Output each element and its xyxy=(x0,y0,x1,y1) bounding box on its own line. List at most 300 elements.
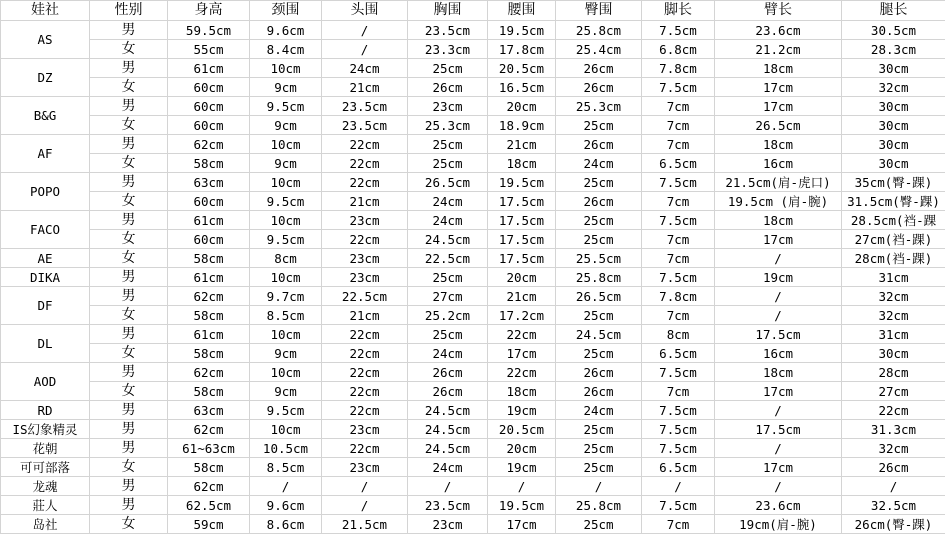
chest-cell: 26cm xyxy=(408,78,488,97)
chest-cell: 24cm xyxy=(408,211,488,230)
brand-cell: POPO xyxy=(1,173,90,211)
table-row xyxy=(1,496,945,515)
table-row xyxy=(1,230,945,249)
arm-cell: 19cm(肩-腕) xyxy=(715,515,842,534)
hip-cell: 25.3cm xyxy=(556,97,642,116)
waist-cell: 17.2cm xyxy=(488,306,556,325)
foot-cell: 7.5cm xyxy=(642,21,715,40)
chest-cell: 23cm xyxy=(408,97,488,116)
arm-cell: 16cm xyxy=(715,344,842,363)
brand-cell: 莊人 xyxy=(1,496,90,515)
waist-cell: 19cm xyxy=(488,458,556,477)
leg-cell: 28cm(裆-踝) xyxy=(842,249,945,268)
leg-cell: 27cm(裆-踝) xyxy=(842,230,945,249)
header-brand: 娃社 xyxy=(1,1,90,21)
neck-cell: 10cm xyxy=(250,135,322,154)
waist-cell: 18.9cm xyxy=(488,116,556,135)
header-waist: 腰围 xyxy=(488,1,556,21)
waist-cell: 19.5cm xyxy=(488,173,556,192)
header-hip: 臀围 xyxy=(556,1,642,21)
leg-cell: 30.5cm xyxy=(842,21,945,40)
hip-cell: 25.4cm xyxy=(556,40,642,59)
gender-cell: 男 xyxy=(90,363,168,382)
header-neck: 颈围 xyxy=(250,1,322,21)
height-cell: 60cm xyxy=(168,192,250,211)
chest-cell: 26cm xyxy=(408,363,488,382)
chest-cell: 24.5cm xyxy=(408,401,488,420)
chest-cell: 23.5cm xyxy=(408,21,488,40)
hip-cell: 26cm xyxy=(556,363,642,382)
arm-cell: 19.5cm (肩-腕) xyxy=(715,192,842,211)
gender-cell: 女 xyxy=(90,515,168,534)
arm-cell: 18cm xyxy=(715,59,842,78)
arm-cell: / xyxy=(715,401,842,420)
gender-cell: 男 xyxy=(90,496,168,515)
foot-cell: 7cm xyxy=(642,116,715,135)
hip-cell: 25.8cm xyxy=(556,268,642,287)
table-row xyxy=(1,363,945,382)
gender-cell: 女 xyxy=(90,382,168,401)
header-chest: 胸围 xyxy=(408,1,488,21)
chest-cell: 24cm xyxy=(408,192,488,211)
header-height: 身高 xyxy=(168,1,250,21)
brand-cell: AOD xyxy=(1,363,90,401)
brand-cell: RD xyxy=(1,401,90,420)
table-row xyxy=(1,287,945,306)
neck-cell: 9.5cm xyxy=(250,230,322,249)
neck-cell: 10.5cm xyxy=(250,439,322,458)
neck-cell: 10cm xyxy=(250,268,322,287)
head-cell: 23cm xyxy=(322,420,408,439)
foot-cell: 7.5cm xyxy=(642,78,715,97)
foot-cell: 7.5cm xyxy=(642,401,715,420)
height-cell: 61cm xyxy=(168,268,250,287)
neck-cell: 8.4cm xyxy=(250,40,322,59)
foot-cell: 7cm xyxy=(642,230,715,249)
neck-cell: 8.5cm xyxy=(250,306,322,325)
hip-cell: 25cm xyxy=(556,230,642,249)
hip-cell: 25cm xyxy=(556,344,642,363)
head-cell: 23cm xyxy=(322,249,408,268)
head-cell: 22cm xyxy=(322,363,408,382)
table-row xyxy=(1,78,945,97)
hip-cell: 25cm xyxy=(556,211,642,230)
chest-cell: 24cm xyxy=(408,344,488,363)
gender-cell: 女 xyxy=(90,116,168,135)
head-cell: 22cm xyxy=(322,401,408,420)
head-cell: 21cm xyxy=(322,192,408,211)
neck-cell: 8.5cm xyxy=(250,458,322,477)
waist-cell: 17cm xyxy=(488,344,556,363)
neck-cell: 9.5cm xyxy=(250,192,322,211)
chest-cell: 26cm xyxy=(408,382,488,401)
height-cell: 61cm xyxy=(168,59,250,78)
hip-cell: 26cm xyxy=(556,192,642,211)
table-row xyxy=(1,344,945,363)
waist-cell: 20cm xyxy=(488,97,556,116)
table-row xyxy=(1,325,945,344)
head-cell: 22cm xyxy=(322,154,408,173)
foot-cell: 7.5cm xyxy=(642,496,715,515)
head-cell: 22cm xyxy=(322,382,408,401)
gender-cell: 女 xyxy=(90,192,168,211)
leg-cell: 30cm xyxy=(842,97,945,116)
height-cell: 63cm xyxy=(168,401,250,420)
head-cell: 22cm xyxy=(322,135,408,154)
arm-cell: 17cm xyxy=(715,97,842,116)
gender-cell: 男 xyxy=(90,439,168,458)
table-row xyxy=(1,116,945,135)
foot-cell: 7cm xyxy=(642,382,715,401)
waist-cell: 17.8cm xyxy=(488,40,556,59)
height-cell: 59cm xyxy=(168,515,250,534)
neck-cell: 8.6cm xyxy=(250,515,322,534)
table-row xyxy=(1,458,945,477)
table-row xyxy=(1,40,945,59)
foot-cell: 7.8cm xyxy=(642,59,715,78)
waist-cell: 19cm xyxy=(488,401,556,420)
header-row xyxy=(1,1,945,21)
height-cell: 63cm xyxy=(168,173,250,192)
table-row xyxy=(1,268,945,287)
arm-cell: 17cm xyxy=(715,458,842,477)
hip-cell: / xyxy=(556,477,642,496)
head-cell: 23.5cm xyxy=(322,116,408,135)
height-cell: 62.5cm xyxy=(168,496,250,515)
leg-cell: 32cm xyxy=(842,439,945,458)
hip-cell: 25cm xyxy=(556,458,642,477)
gender-cell: 女 xyxy=(90,344,168,363)
hip-cell: 25cm xyxy=(556,116,642,135)
brand-cell: AS xyxy=(1,21,90,59)
chest-cell: 25cm xyxy=(408,268,488,287)
leg-cell: 30cm xyxy=(842,154,945,173)
gender-cell: 女 xyxy=(90,40,168,59)
neck-cell: 10cm xyxy=(250,363,322,382)
foot-cell: 7cm xyxy=(642,97,715,116)
leg-cell: 28cm xyxy=(842,363,945,382)
waist-cell: 17.5cm xyxy=(488,249,556,268)
chest-cell: 24.5cm xyxy=(408,439,488,458)
gender-cell: 男 xyxy=(90,135,168,154)
gender-cell: 男 xyxy=(90,287,168,306)
foot-cell: 7.5cm xyxy=(642,363,715,382)
arm-cell: 21.2cm xyxy=(715,40,842,59)
neck-cell: 9cm xyxy=(250,116,322,135)
brand-cell: DL xyxy=(1,325,90,363)
table-body xyxy=(1,21,945,534)
neck-cell: 9cm xyxy=(250,382,322,401)
gender-cell: 男 xyxy=(90,211,168,230)
leg-cell: / xyxy=(842,477,945,496)
arm-cell: 17cm xyxy=(715,78,842,97)
leg-cell: 31.3cm xyxy=(842,420,945,439)
waist-cell: / xyxy=(488,477,556,496)
head-cell: / xyxy=(322,496,408,515)
arm-cell: 18cm xyxy=(715,211,842,230)
head-cell: 22cm xyxy=(322,344,408,363)
neck-cell: 10cm xyxy=(250,420,322,439)
arm-cell: 16cm xyxy=(715,154,842,173)
head-cell: 22cm xyxy=(322,173,408,192)
foot-cell: 7cm xyxy=(642,306,715,325)
gender-cell: 女 xyxy=(90,230,168,249)
waist-cell: 20cm xyxy=(488,439,556,458)
leg-cell: 31.5cm(臀-踝) xyxy=(842,192,945,211)
gender-cell: 女 xyxy=(90,154,168,173)
gender-cell: 男 xyxy=(90,420,168,439)
arm-cell: 23.6cm xyxy=(715,496,842,515)
leg-cell: 28.5cm(裆-踝 xyxy=(842,211,945,230)
gender-cell: 女 xyxy=(90,78,168,97)
arm-cell: / xyxy=(715,249,842,268)
head-cell: 21.5cm xyxy=(322,515,408,534)
brand-cell: IS幻象精灵 xyxy=(1,420,90,439)
waist-cell: 16.5cm xyxy=(488,78,556,97)
hip-cell: 25cm xyxy=(556,306,642,325)
foot-cell: 6.5cm xyxy=(642,344,715,363)
height-cell: 62cm xyxy=(168,287,250,306)
chest-cell: 25.3cm xyxy=(408,116,488,135)
waist-cell: 20.5cm xyxy=(488,59,556,78)
height-cell: 58cm xyxy=(168,382,250,401)
leg-cell: 30cm xyxy=(842,59,945,78)
leg-cell: 31cm xyxy=(842,325,945,344)
table-row xyxy=(1,401,945,420)
height-cell: 55cm xyxy=(168,40,250,59)
waist-cell: 21cm xyxy=(488,287,556,306)
table-row xyxy=(1,211,945,230)
height-cell: 61~63cm xyxy=(168,439,250,458)
neck-cell: 10cm xyxy=(250,173,322,192)
table-row xyxy=(1,306,945,325)
neck-cell: 9.6cm xyxy=(250,496,322,515)
chest-cell: 25cm xyxy=(408,59,488,78)
head-cell: 21cm xyxy=(322,306,408,325)
neck-cell: 10cm xyxy=(250,325,322,344)
foot-cell: 6.8cm xyxy=(642,40,715,59)
head-cell: 22cm xyxy=(322,439,408,458)
waist-cell: 17.5cm xyxy=(488,211,556,230)
arm-cell: / xyxy=(715,477,842,496)
hip-cell: 24.5cm xyxy=(556,325,642,344)
hip-cell: 25cm xyxy=(556,420,642,439)
table-row xyxy=(1,420,945,439)
hip-cell: 26.5cm xyxy=(556,287,642,306)
chest-cell: / xyxy=(408,477,488,496)
chest-cell: 27cm xyxy=(408,287,488,306)
leg-cell: 31cm xyxy=(842,268,945,287)
height-cell: 58cm xyxy=(168,458,250,477)
leg-cell: 26cm(臀-踝) xyxy=(842,515,945,534)
height-cell: 58cm xyxy=(168,344,250,363)
waist-cell: 20cm xyxy=(488,268,556,287)
leg-cell: 35cm(臀-踝) xyxy=(842,173,945,192)
height-cell: 58cm xyxy=(168,249,250,268)
height-cell: 61cm xyxy=(168,211,250,230)
head-cell: 22.5cm xyxy=(322,287,408,306)
chest-cell: 25cm xyxy=(408,135,488,154)
brand-cell: DF xyxy=(1,287,90,325)
neck-cell: 8cm xyxy=(250,249,322,268)
brand-cell: 龙魂 xyxy=(1,477,90,496)
height-cell: 62cm xyxy=(168,420,250,439)
leg-cell: 32.5cm xyxy=(842,496,945,515)
head-cell: 23cm xyxy=(322,458,408,477)
head-cell: 23cm xyxy=(322,268,408,287)
waist-cell: 22cm xyxy=(488,363,556,382)
head-cell: 21cm xyxy=(322,78,408,97)
hip-cell: 25cm xyxy=(556,173,642,192)
head-cell: 22cm xyxy=(322,325,408,344)
gender-cell: 女 xyxy=(90,306,168,325)
waist-cell: 21cm xyxy=(488,135,556,154)
head-cell: 22cm xyxy=(322,230,408,249)
table-row xyxy=(1,173,945,192)
height-cell: 62cm xyxy=(168,135,250,154)
brand-cell: AE xyxy=(1,249,90,268)
gender-cell: 男 xyxy=(90,401,168,420)
leg-cell: 30cm xyxy=(842,116,945,135)
neck-cell: / xyxy=(250,477,322,496)
waist-cell: 17.5cm xyxy=(488,192,556,211)
brand-cell: 花朝 xyxy=(1,439,90,458)
arm-cell: / xyxy=(715,287,842,306)
table-row xyxy=(1,59,945,78)
foot-cell: 6.5cm xyxy=(642,154,715,173)
head-cell: / xyxy=(322,21,408,40)
table-row xyxy=(1,97,945,116)
arm-cell: 21.5cm(肩-虎口) xyxy=(715,173,842,192)
table-row xyxy=(1,21,945,40)
height-cell: 60cm xyxy=(168,230,250,249)
hip-cell: 26cm xyxy=(556,78,642,97)
brand-cell: B&G xyxy=(1,97,90,135)
foot-cell: 7cm xyxy=(642,192,715,211)
table-row xyxy=(1,477,945,496)
table-row xyxy=(1,249,945,268)
foot-cell: 7.5cm xyxy=(642,439,715,458)
gender-cell: 男 xyxy=(90,325,168,344)
arm-cell: 17cm xyxy=(715,382,842,401)
brand-cell: 岛社 xyxy=(1,515,90,534)
header-gender: 性别 xyxy=(90,1,168,21)
gender-cell: 男 xyxy=(90,21,168,40)
neck-cell: 9cm xyxy=(250,154,322,173)
foot-cell: 7cm xyxy=(642,135,715,154)
gender-cell: 男 xyxy=(90,59,168,78)
leg-cell: 32cm xyxy=(842,287,945,306)
hip-cell: 25.5cm xyxy=(556,249,642,268)
foot-cell: 7.5cm xyxy=(642,420,715,439)
leg-cell: 27cm xyxy=(842,382,945,401)
leg-cell: 32cm xyxy=(842,78,945,97)
height-cell: 60cm xyxy=(168,78,250,97)
arm-cell: 18cm xyxy=(715,363,842,382)
brand-cell: DZ xyxy=(1,59,90,97)
waist-cell: 17cm xyxy=(488,515,556,534)
waist-cell: 18cm xyxy=(488,154,556,173)
chest-cell: 23.5cm xyxy=(408,496,488,515)
leg-cell: 32cm xyxy=(842,306,945,325)
chest-cell: 25cm xyxy=(408,325,488,344)
header-head: 头围 xyxy=(322,1,408,21)
height-cell: 61cm xyxy=(168,325,250,344)
table-row xyxy=(1,154,945,173)
foot-cell: 8cm xyxy=(642,325,715,344)
hip-cell: 24cm xyxy=(556,154,642,173)
height-cell: 59.5cm xyxy=(168,21,250,40)
waist-cell: 19.5cm xyxy=(488,21,556,40)
hip-cell: 25cm xyxy=(556,439,642,458)
head-cell: 24cm xyxy=(322,59,408,78)
chest-cell: 26.5cm xyxy=(408,173,488,192)
foot-cell: 7cm xyxy=(642,249,715,268)
height-cell: 60cm xyxy=(168,97,250,116)
foot-cell: 7.5cm xyxy=(642,211,715,230)
hip-cell: 25.8cm xyxy=(556,21,642,40)
hip-cell: 26cm xyxy=(556,59,642,78)
hip-cell: 26cm xyxy=(556,382,642,401)
foot-cell: / xyxy=(642,477,715,496)
hip-cell: 25.8cm xyxy=(556,496,642,515)
neck-cell: 9cm xyxy=(250,78,322,97)
leg-cell: 28.3cm xyxy=(842,40,945,59)
neck-cell: 9.7cm xyxy=(250,287,322,306)
height-cell: 62cm xyxy=(168,363,250,382)
leg-cell: 22cm xyxy=(842,401,945,420)
neck-cell: 9.5cm xyxy=(250,97,322,116)
gender-cell: 男 xyxy=(90,477,168,496)
arm-cell: 17.5cm xyxy=(715,420,842,439)
height-cell: 62cm xyxy=(168,477,250,496)
arm-cell: 17cm xyxy=(715,230,842,249)
waist-cell: 22cm xyxy=(488,325,556,344)
foot-cell: 6.5cm xyxy=(642,458,715,477)
table-row xyxy=(1,439,945,458)
leg-cell: 30cm xyxy=(842,344,945,363)
head-cell: 23.5cm xyxy=(322,97,408,116)
waist-cell: 18cm xyxy=(488,382,556,401)
waist-cell: 20.5cm xyxy=(488,420,556,439)
brand-cell: FACO xyxy=(1,211,90,249)
head-cell: / xyxy=(322,40,408,59)
table-row xyxy=(1,135,945,154)
arm-cell: / xyxy=(715,306,842,325)
arm-cell: / xyxy=(715,439,842,458)
leg-cell: 26cm xyxy=(842,458,945,477)
neck-cell: 9cm xyxy=(250,344,322,363)
height-cell: 58cm xyxy=(168,306,250,325)
neck-cell: 9.6cm xyxy=(250,21,322,40)
gender-cell: 男 xyxy=(90,97,168,116)
waist-cell: 19.5cm xyxy=(488,496,556,515)
chest-cell: 24.5cm xyxy=(408,230,488,249)
chest-cell: 22.5cm xyxy=(408,249,488,268)
arm-cell: 26.5cm xyxy=(715,116,842,135)
arm-cell: 19cm xyxy=(715,268,842,287)
chest-cell: 24cm xyxy=(408,458,488,477)
gender-cell: 女 xyxy=(90,458,168,477)
waist-cell: 17.5cm xyxy=(488,230,556,249)
hip-cell: 26cm xyxy=(556,135,642,154)
table-row xyxy=(1,192,945,211)
head-cell: 23cm xyxy=(322,211,408,230)
gender-cell: 女 xyxy=(90,249,168,268)
neck-cell: 10cm xyxy=(250,59,322,78)
leg-cell: 30cm xyxy=(842,135,945,154)
chest-cell: 24.5cm xyxy=(408,420,488,439)
